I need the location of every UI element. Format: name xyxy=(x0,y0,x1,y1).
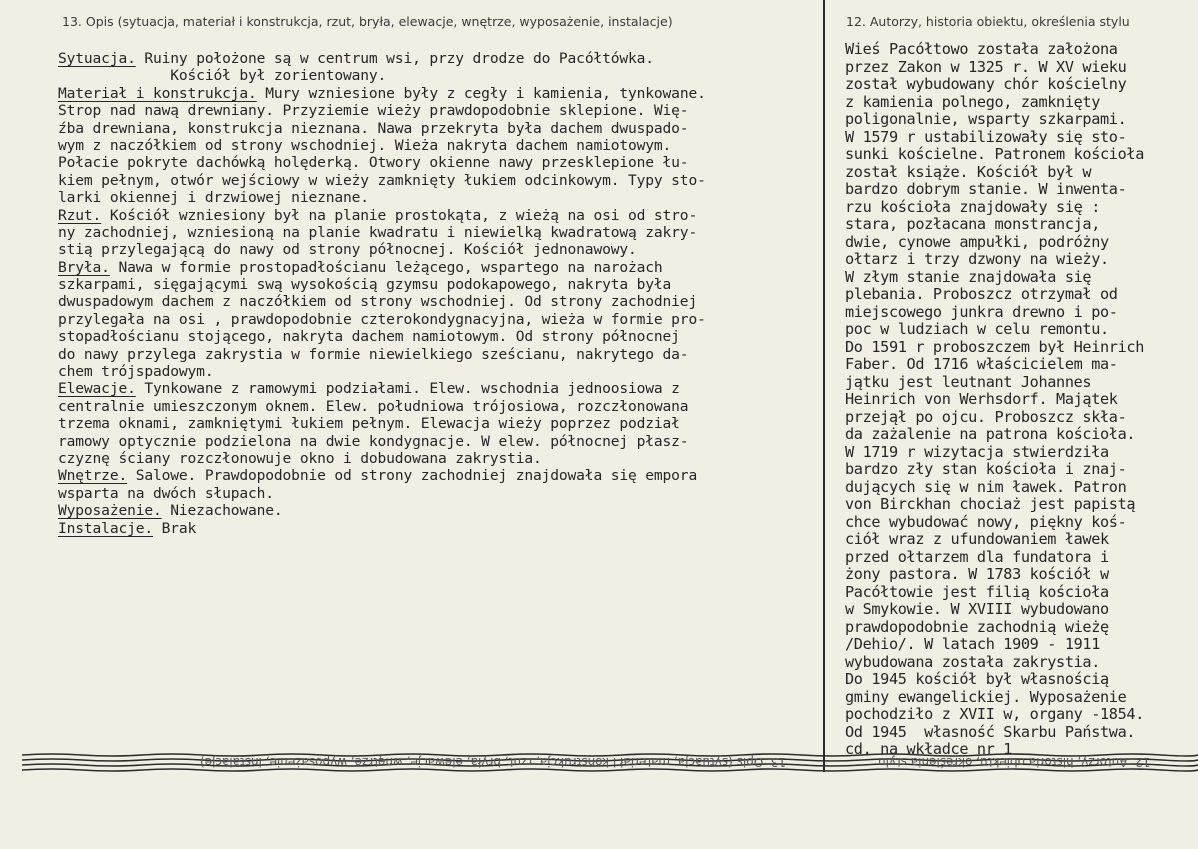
history-line: Faber. Od 1716 właścicielem ma- xyxy=(845,355,1118,373)
line-text: kiem pełnym, otwór wejściowy w wieży zamknięty łukiem odcinkowym. Typy sto- xyxy=(58,171,706,189)
history-line: został wybudowany chór kościelny xyxy=(845,75,1127,93)
history-line: plebania. Proboszcz otrzymał od xyxy=(845,285,1118,303)
line-text: szkarpami, sięgającymi swą wysokością gzymsu podokapowego, nakryta była xyxy=(58,276,672,294)
history-line: ciół wraz z ufundowaniem ławek xyxy=(845,530,1109,548)
history-line: gminy ewangelickiej. Wyposażenie xyxy=(845,687,1127,706)
line-text: ny zachodniej, wzniesioną na planie kwadratu i niewielką kwadratową zakry- xyxy=(58,223,698,241)
line-text: ramowy optycznie podzielona na dwie kondygnacje. W elew. północnej płasz- xyxy=(58,432,689,450)
history-line: w Smykowie. W XVIII wybudowano xyxy=(845,600,1109,618)
line-text: wsparta na dwóch słupach. xyxy=(58,484,274,502)
history-line: wybudowana została zakrystia. xyxy=(845,652,1101,671)
history-line: poligonalnie, wsparty szkarpami. xyxy=(845,110,1127,128)
description-line xyxy=(58,102,706,119)
description-line xyxy=(58,398,706,415)
line-text: wym z naczółkiem od strony wschodniej. Wieża nakryta dachem namiotowym. xyxy=(58,136,672,154)
history-line: chce wybudować nowy, piękny koś- xyxy=(845,512,1127,531)
section-label: Wyposażenie. xyxy=(58,502,162,520)
section-label: Instalacje. xyxy=(58,519,153,537)
section-label: Bryła. xyxy=(58,258,110,276)
history-line: Do 1591 r proboszczem był Heinrich xyxy=(845,337,1144,356)
line-text: Salowe. Prawdopodobnie od strony zachodniej znajdowała się empora xyxy=(127,467,698,485)
description-line xyxy=(58,172,706,189)
history-line: przejął po ojcu. Proboszcz skła- xyxy=(845,407,1127,426)
history-line: bardzo dobrym stanie. W inwenta- xyxy=(845,180,1127,198)
line-text: Ruiny położone są w centrum wsi, przy drodze do Pacółtówka. xyxy=(135,50,654,67)
description-line xyxy=(58,380,706,397)
history-line: cd. na wkładce nr 1 xyxy=(845,740,1013,758)
history-line: sunki kościelne. Patronem kościoła xyxy=(845,145,1144,163)
history-line: stara, pozłacana monstrancja, xyxy=(845,215,1101,233)
line-text: do nawy przylega zakrystia w formie niewielkiego sześcianu, nakrytego da- xyxy=(58,345,689,363)
line-text: dwuspadowym dachem z naczółkiem od strony wschodniej. Od strony zachodniej xyxy=(58,293,698,311)
description-line xyxy=(58,241,706,258)
line-text: trzema oknami, zamkniętymi łukiem pełnym. Elewacja wieży poprzez podział xyxy=(58,415,680,433)
description-line xyxy=(58,189,706,206)
description-line xyxy=(58,224,706,241)
description-line xyxy=(58,450,706,467)
line-text: stią przylegającą do nawy od strony północnej. Kościół jednonawowy. xyxy=(58,241,637,259)
line-text: Strop nad nawą drewniany. Przyziemie wieży prawdopodobnie sklepione. Wię- xyxy=(58,102,689,120)
history-line: Wieś Pacółtowo została założona xyxy=(845,40,1118,58)
description-line xyxy=(58,363,706,380)
history-line: da zażalenie na patrona kościoła. xyxy=(845,425,1136,443)
line-text: przylegała na osi , prawdopodobnie czterokondygnacyjna, wieża w formie pro- xyxy=(58,310,706,328)
history-line: dujących się w nim ławek. Patron xyxy=(845,477,1127,496)
history-line: W złym stanie znajdowała się xyxy=(845,267,1092,286)
history-line: jątku jest leutnant Johannes xyxy=(845,372,1092,391)
history-line: Heinrich von Werhsdorf. Majątek xyxy=(845,390,1118,408)
history-line: z kamienia polnego, zamknięty xyxy=(845,92,1101,111)
line-text: Tynkowane z ramowymi podziałami. Elew. wschodnia jednoosiowa z xyxy=(135,380,680,398)
section-label: Wnętrze. xyxy=(58,467,128,485)
line-text: Nawa w formie prostopadłościanu leżącego, wspartego na narożach xyxy=(109,258,663,276)
history-line: Do 1945 kościół był własnością xyxy=(845,670,1109,688)
history-line: pochodziło z XVII w, organy -1854. xyxy=(845,705,1144,723)
history-line: W 1579 r ustabilizowały się sto- xyxy=(845,127,1127,146)
history-line: Od 1945 własność Skarbu Państwa. xyxy=(845,722,1136,741)
description-line xyxy=(58,485,706,502)
description-line xyxy=(58,67,706,84)
section-label: Materiał i konstrukcja. xyxy=(58,84,257,102)
section-12-header: 12. Autorzy, historia obiektu, określenia stylu xyxy=(846,14,1130,29)
column-divider xyxy=(823,0,825,772)
section-13-header: 13. Opis (sytuacja, materiał i konstrukcja, rzut, bryła, elewacje, wnętrze, wyposażenie, instalacje) xyxy=(62,14,673,29)
description-line xyxy=(58,50,706,67)
description-line xyxy=(58,207,706,224)
history-line: miejscowego junkra drewno i po- xyxy=(845,302,1118,321)
line-text: Połacie pokryte dachówką holęderką. Otwory okienne nawy przesklepione łu- xyxy=(58,154,689,172)
description-line xyxy=(58,85,706,102)
line-text: chem trójspadowym. xyxy=(58,363,214,381)
description-line xyxy=(58,259,706,276)
description-line xyxy=(58,415,706,432)
history-line: żony pastora. W 1783 kościół w xyxy=(845,565,1109,583)
description-line xyxy=(58,154,706,171)
line-text: Kościół był zorientowany. xyxy=(58,67,387,85)
history-line: dwie, cynowe ampułki, podróżny xyxy=(845,232,1109,251)
description-line xyxy=(58,433,706,450)
description-line xyxy=(58,120,706,137)
history-line: bardzo zły stan kościoła i znaj- xyxy=(845,460,1127,478)
description-line xyxy=(58,293,706,310)
line-text: centralnie umieszczonym oknem. Elew. południowa trójosiowa, rozczłonowana xyxy=(58,397,689,415)
mirrored-header-left: 13. Opis (sytuacja, materiał i konstrukcja, rzut, bryła, elewacje, wnętrze, wyposażenie, instalacje) xyxy=(200,755,787,769)
section-label: Elewacje. xyxy=(58,380,136,398)
history-line: został książe. Kościół był w xyxy=(845,162,1092,181)
history-line: /Dehio/. W latach 1909 - 1911 xyxy=(845,635,1101,653)
description-line xyxy=(58,328,706,345)
line-text: stopadłościanu stojącego, nakryta dachem namiotowym. Od strony północnej xyxy=(58,328,680,346)
line-text: Kościół wzniesiony był na planie prostokąta, z wieżą na osi od stro- xyxy=(101,206,698,224)
description-line xyxy=(58,311,706,328)
history-line: W 1719 r wizytacja stwierdziła xyxy=(845,442,1109,461)
description-line xyxy=(58,467,706,484)
line-text: Niezachowane. xyxy=(161,502,283,520)
history-column xyxy=(845,41,1144,759)
section-label: Sytuacja. xyxy=(58,50,136,67)
description-line xyxy=(58,137,706,154)
history-line: ołtarz i trzy dzwony na wieży. xyxy=(845,250,1109,268)
line-text: źba drewniana, konstrukcja nieznana. Nawa przekryta była dachem dwuspado- xyxy=(58,119,689,137)
history-line: przez Zakon w 1325 r. W XV wieku xyxy=(845,57,1127,76)
description-line xyxy=(58,346,706,363)
section-label: Rzut. xyxy=(58,206,102,224)
line-text: Mury wzniesione były z cegły i kamienia, tynkowane. xyxy=(256,84,706,102)
line-text: larki okiennej i drzwiowej nieznane. xyxy=(58,189,369,207)
line-text: Brak xyxy=(153,519,197,537)
history-line: rzu kościoła znajdowały się : xyxy=(845,197,1101,216)
history-line: przed ołtarzem dla fundatora i xyxy=(845,547,1109,566)
description-line xyxy=(58,520,706,537)
mirrored-header-right: 12. Autorzy, historia obiektu, określenia stylu xyxy=(878,755,1151,769)
history-line: poc w ludziach w celu remontu. xyxy=(845,320,1109,338)
description-line xyxy=(58,502,706,519)
line-text: czyznę ściany rozczłonowuje okno i dobudowana zakrystia. xyxy=(58,449,542,467)
description-line xyxy=(58,276,706,293)
history-line: prawdopodobnie zachodnią wieżę xyxy=(845,617,1109,636)
history-line: von Birckhan chociaż jest papistą xyxy=(845,495,1136,513)
description-column xyxy=(58,50,706,537)
history-line: Pacółtowie jest filią kościoła xyxy=(845,582,1109,601)
